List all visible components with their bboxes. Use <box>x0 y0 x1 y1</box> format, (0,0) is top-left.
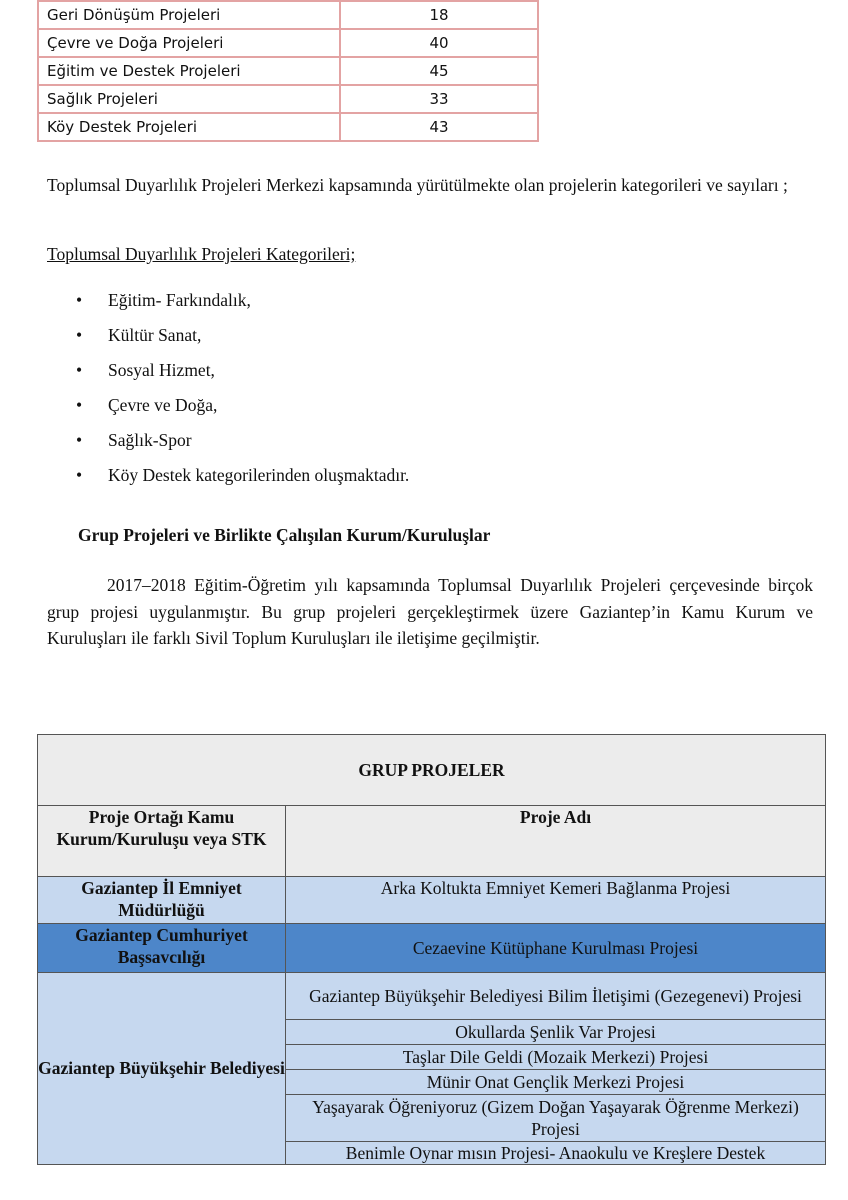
list-item-text: Çevre ve Doğa, <box>108 395 218 415</box>
table-header-row <box>38 806 826 877</box>
bullet-icon: • <box>76 465 83 485</box>
table-row <box>38 924 826 973</box>
list-item <box>76 395 409 430</box>
column-header-partner: Proje Ortağı Kamu Kurum/Kuruluşu veya STK <box>38 806 286 877</box>
partner-cell: Gaziantep Büyükşehir Belediyesi <box>38 973 286 1165</box>
body-paragraph: 2017–2018 Eğitim-Öğretim yılı kapsamında Toplumsal Duyarlılık Projeleri çerçevesinde birçok grup projesi uygulanmıştır. Bu grup projeleri gerçekleştirmek üzere Gaziantep’in Kamu Kurum ve Kuruluşları ile farklı Sivil Toplum Kuruluşları ile iletişime geçilmiştir. <box>47 575 813 648</box>
category-name: Geri Dönüşüm Projeleri <box>38 1 340 29</box>
category-name: Sağlık Projeleri <box>38 85 340 113</box>
list-item <box>76 465 409 500</box>
bullet-icon: • <box>76 290 83 310</box>
category-count: 40 <box>340 29 538 57</box>
category-count: 45 <box>340 57 538 85</box>
list-item <box>76 290 409 325</box>
table-row <box>38 973 826 1020</box>
partner-cell: Gaziantep İl Emniyet Müdürlüğü <box>38 877 286 924</box>
project-cell: Okullarda Şenlik Var Projesi <box>286 1020 826 1045</box>
category-count: 18 <box>340 1 538 29</box>
list-item <box>76 430 409 465</box>
table-row <box>38 85 538 113</box>
project-cell: Cezaevine Kütüphane Kurulması Projesi <box>286 924 826 973</box>
list-item-text: Kültür Sanat, <box>108 325 202 345</box>
bullet-icon: • <box>76 395 83 415</box>
category-bullet-list <box>76 290 409 500</box>
category-count: 43 <box>340 113 538 141</box>
project-cell: Gaziantep Büyükşehir Belediyesi Bilim İletişimi (Gezegenevi) Projesi <box>286 973 826 1020</box>
partner-cell: Gaziantep Cumhuriyet Başsavcılığı <box>38 924 286 973</box>
category-count-table <box>37 0 539 142</box>
project-cell: Arka Koltukta Emniyet Kemeri Bağlanma Projesi <box>286 877 826 924</box>
project-cell: Benimle Oynar mısın Projesi- Anaokulu ve Kreşlere Destek <box>286 1142 826 1165</box>
list-item <box>76 360 409 395</box>
intro-paragraph: Toplumsal Duyarlılık Projeleri Merkezi kapsamında yürütülmekte olan projelerin kategorileri ve sayıları ; <box>47 175 788 195</box>
category-name: Eğitim ve Destek Projeleri <box>38 57 340 85</box>
project-cell: Taşlar Dile Geldi (Mozaik Merkezi) Projesi <box>286 1045 826 1070</box>
table-title-row <box>38 735 826 806</box>
table-row <box>38 113 538 141</box>
categories-title: Toplumsal Duyarlılık Projeleri Kategorileri; <box>47 244 356 264</box>
group-projects-table <box>37 734 826 1165</box>
list-item-text: Köy Destek kategorilerinden oluşmaktadır. <box>108 465 410 485</box>
list-item-text: Sağlık-Spor <box>108 430 192 450</box>
list-item <box>76 325 409 360</box>
list-item-text: Eğitim- Farkındalık, <box>108 290 251 310</box>
table-title: GRUP PROJELER <box>38 735 826 806</box>
table-row <box>38 877 826 924</box>
table-row <box>38 57 538 85</box>
category-name: Köy Destek Projeleri <box>38 113 340 141</box>
category-name: Çevre ve Doğa Projeleri <box>38 29 340 57</box>
section-heading: Grup Projeleri ve Birlikte Çalışılan Kurum/Kuruluşlar <box>78 525 491 545</box>
table-row <box>38 1 538 29</box>
list-item-text: Sosyal Hizmet, <box>108 360 215 380</box>
column-header-project: Proje Adı <box>286 806 826 877</box>
bullet-icon: • <box>76 360 83 380</box>
category-count: 33 <box>340 85 538 113</box>
project-cell: Münir Onat Gençlik Merkezi Projesi <box>286 1070 826 1095</box>
table-row <box>38 29 538 57</box>
bullet-icon: • <box>76 325 83 345</box>
bullet-icon: • <box>76 430 83 450</box>
project-cell: Yaşayarak Öğreniyoruz (Gizem Doğan Yaşayarak Öğrenme Merkezi) Projesi <box>286 1095 826 1142</box>
